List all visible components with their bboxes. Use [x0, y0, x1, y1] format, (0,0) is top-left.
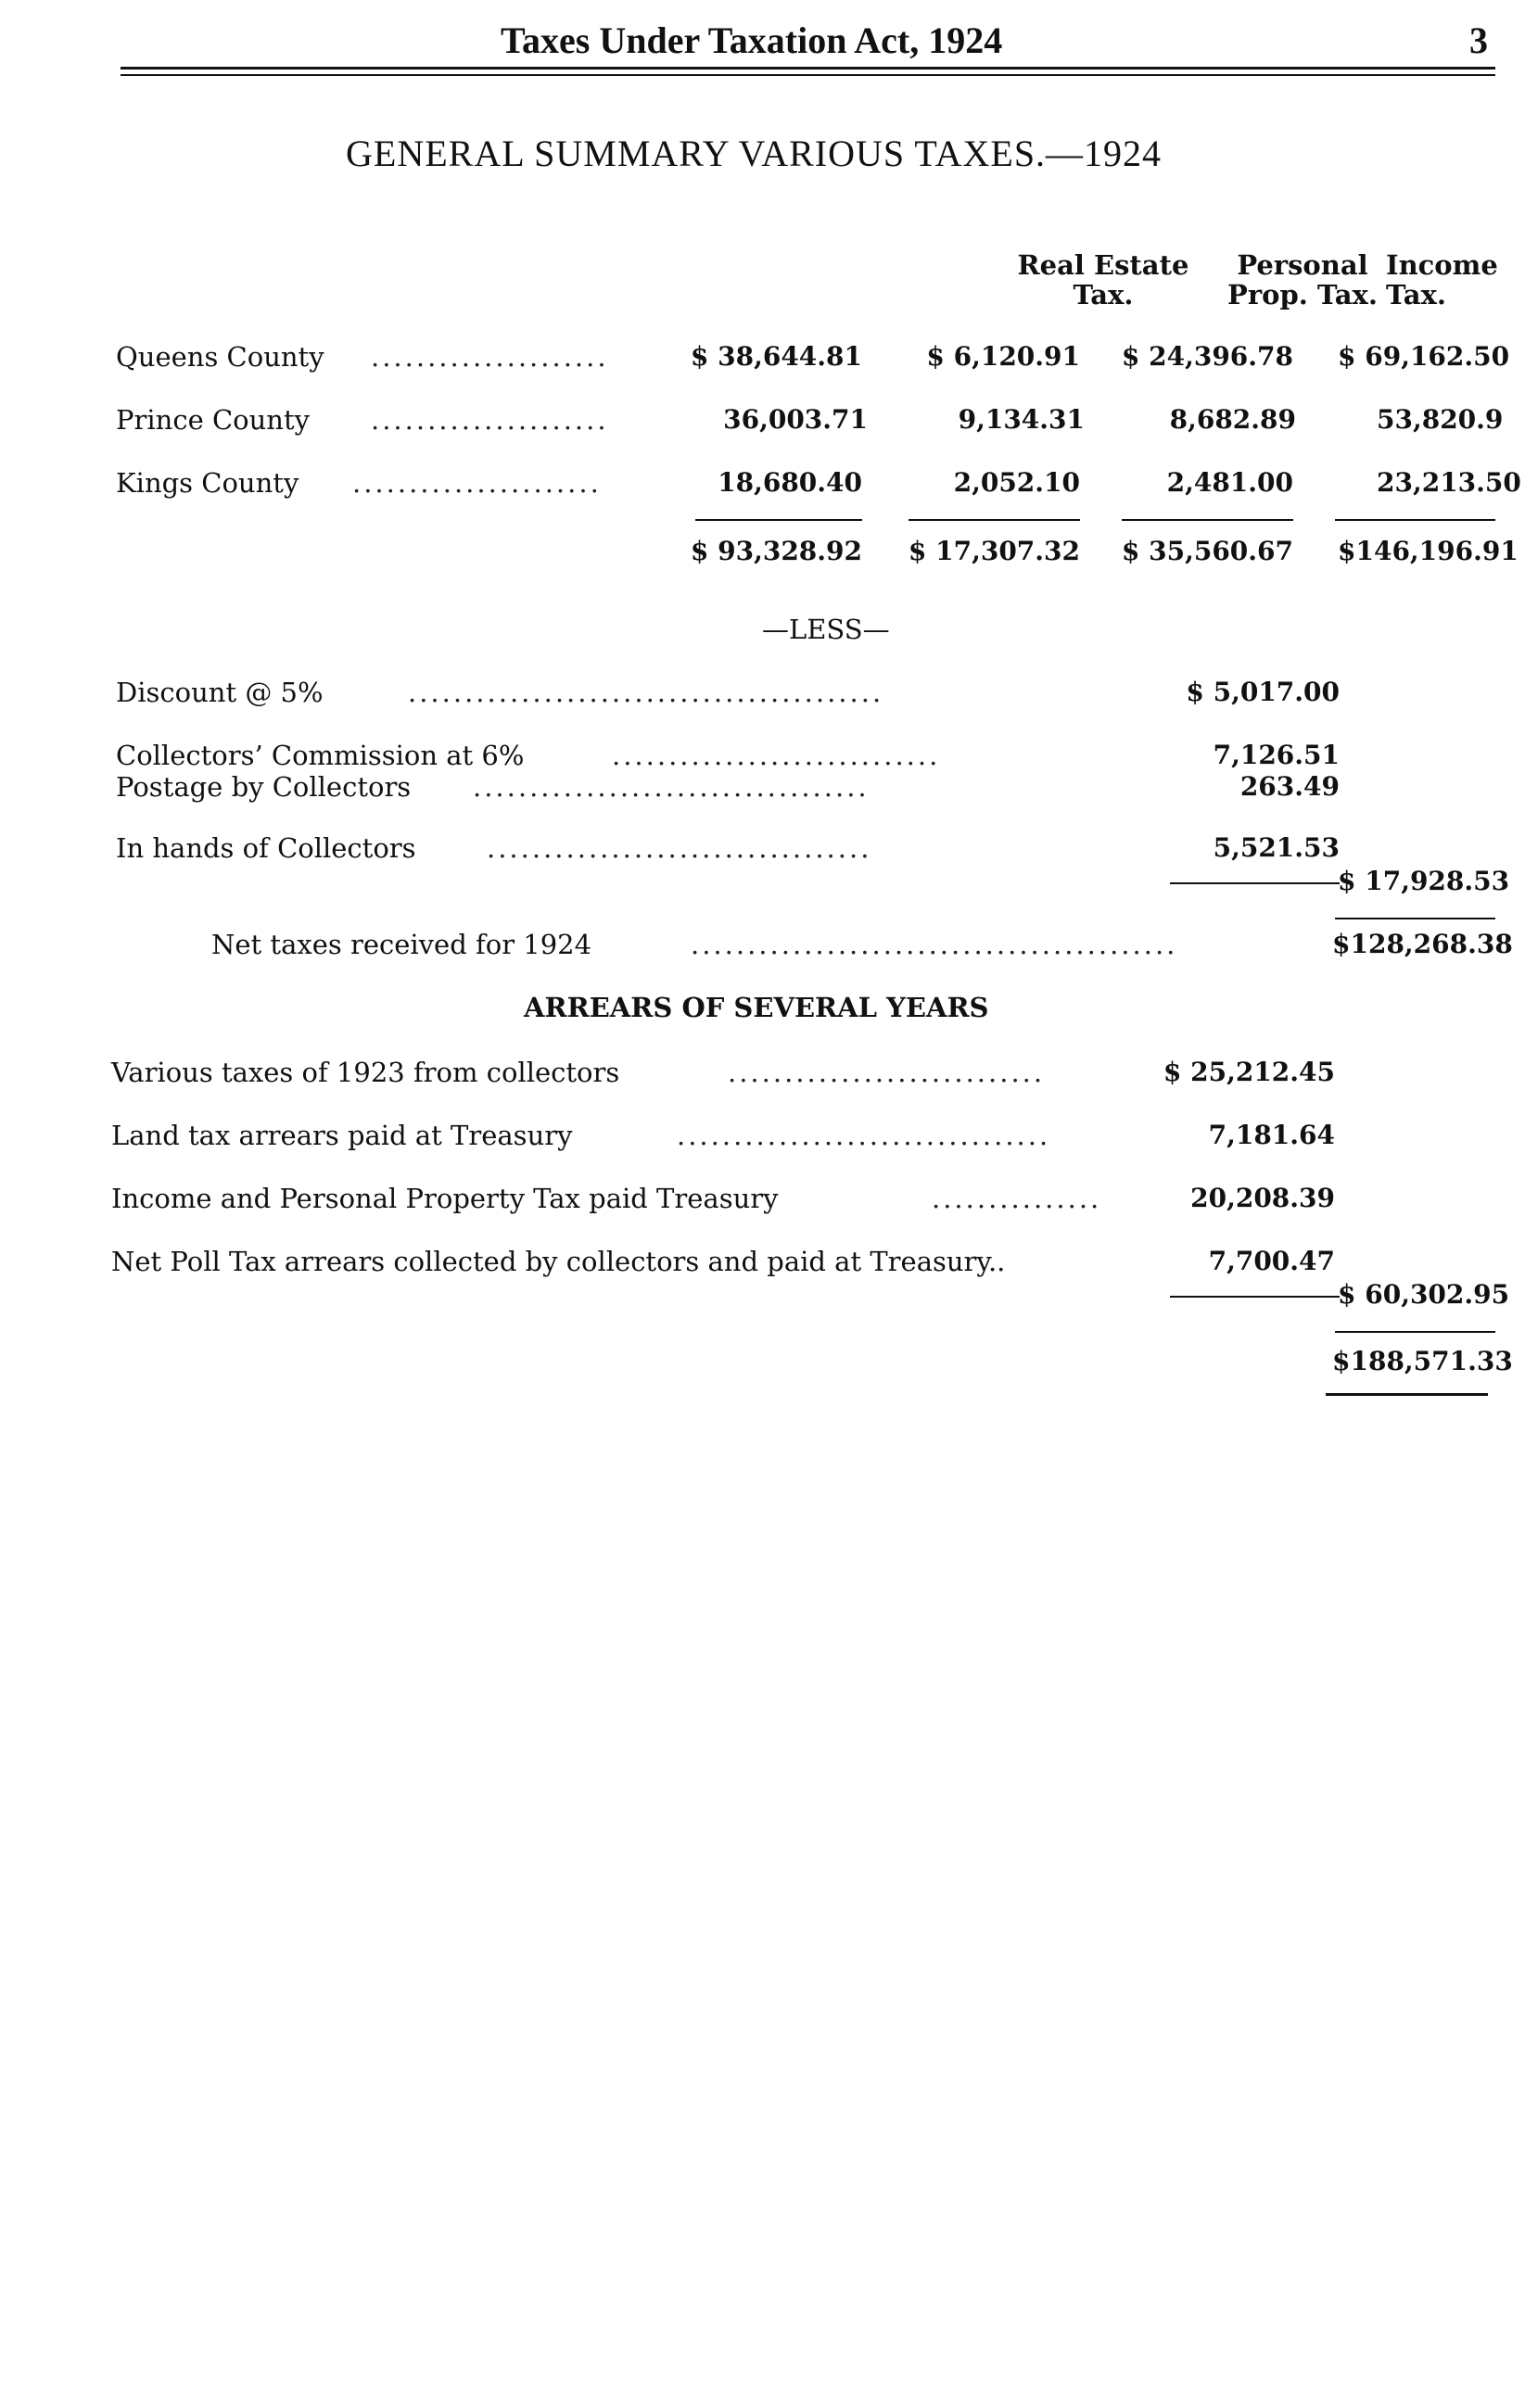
county-real-estate: 2,052.10 [953, 467, 1080, 498]
total-income: $146,196.91 [1338, 536, 1519, 566]
county-personal: 8,682.89 [1169, 404, 1296, 435]
deduction-label: In hands of Collectors [116, 832, 416, 864]
leader-dots: ............................ [728, 1057, 1046, 1088]
grand-total-rule [1326, 1393, 1488, 1396]
county-personal: $ 24,396.78 [1121, 341, 1293, 372]
deduction-label: Collectors’ Commission at 6% [116, 740, 525, 771]
deduction-label: Postage by Collectors [116, 771, 412, 803]
county-poll: $ 38,644.81 [690, 341, 862, 372]
col-personal-prop: Personal Prop. Tax. [1227, 249, 1378, 311]
subtotal-rule [1170, 882, 1340, 884]
county-personal: 2,481.00 [1166, 467, 1293, 498]
county-poll: 18,680.40 [718, 467, 862, 498]
leader-dots: .................................. [487, 832, 872, 864]
county-real-estate: $ 6,120.91 [926, 341, 1080, 372]
deduction-amount: 5,521.53 [1213, 832, 1340, 863]
arrears-amount: 7,700.47 [1208, 1246, 1335, 1276]
deduction-label: Discount @ 5% [116, 677, 324, 708]
arrears-amount: 20,208.39 [1190, 1183, 1335, 1213]
leader-dots: ........................................... [691, 929, 1178, 960]
net-label: Net taxes received for 1924 [211, 929, 592, 960]
county-income: 53,820.9 [1377, 404, 1504, 435]
leader-dots: ............................. [612, 740, 941, 771]
total-real-estate: $ 17,307.32 [908, 536, 1080, 566]
county-real-estate: 9,134.31 [958, 404, 1085, 435]
total-rule [909, 519, 1080, 521]
running-title: Taxes Under Taxation Act, 1924 [501, 19, 1003, 61]
grand-total: $188,571.33 [1332, 1346, 1513, 1376]
arrears-heading: ARREARS OF SEVERAL YEARS [524, 992, 989, 1023]
leader-dots: ..................... [371, 341, 609, 373]
county-name: Prince County [116, 404, 310, 436]
total-personal: $ 35,560.67 [1121, 536, 1293, 566]
less-heading: —LESS— [762, 614, 890, 645]
total-rule [695, 519, 862, 521]
leader-dots: .......................................... [408, 677, 884, 708]
subtotal-rule [1335, 918, 1495, 919]
leader-dots: ............... [932, 1183, 1102, 1214]
col-real-estate: Real Estate Tax. [1017, 249, 1189, 311]
leader-dots: ..................... [371, 404, 609, 436]
arrears-amount: $ 25,212.45 [1163, 1057, 1335, 1087]
arrears-label: Net Poll Tax arrears collected by collectors and paid at Treasury.. [111, 1246, 1006, 1277]
county-name: Queens County [116, 341, 324, 373]
leader-dots: ................................. [677, 1120, 1051, 1151]
header-rule-bottom [121, 74, 1495, 76]
deductions-total: $ 17,928.53 [1338, 866, 1510, 896]
county-name: Kings County [116, 467, 299, 499]
arrears-label: Various taxes of 1923 from collectors [111, 1057, 620, 1088]
leader-dots: ...................... [352, 467, 602, 499]
deduction-amount: 263.49 [1239, 771, 1340, 802]
arrears-total: $ 60,302.95 [1338, 1279, 1510, 1310]
county-poll: 36,003.71 [723, 404, 868, 435]
county-income: 23,213.50 [1377, 467, 1521, 498]
header-rule-top [121, 67, 1495, 70]
deduction-amount: $ 5,017.00 [1186, 677, 1340, 707]
arrears-amount: 7,181.64 [1208, 1120, 1335, 1150]
total-poll: $ 93,328.92 [690, 536, 862, 566]
total-rule [1122, 519, 1293, 521]
page-title: GENERAL SUMMARY VARIOUS TAXES.—1924 [346, 133, 1163, 174]
page-number: 3 [1469, 19, 1488, 61]
total-rule [1335, 519, 1495, 521]
subtotal-rule [1170, 1296, 1340, 1298]
county-income: $ 69,162.50 [1338, 341, 1510, 372]
leader-dots: ................................... [473, 771, 870, 803]
net-amount: $128,268.38 [1332, 929, 1513, 959]
subtotal-rule [1335, 1331, 1495, 1333]
col-income: Income Tax. [1386, 249, 1498, 311]
arrears-label: Income and Personal Property Tax paid Treasury [111, 1183, 779, 1214]
deduction-amount: 7,126.51 [1213, 740, 1340, 770]
arrears-label: Land tax arrears paid at Treasury [111, 1120, 573, 1151]
